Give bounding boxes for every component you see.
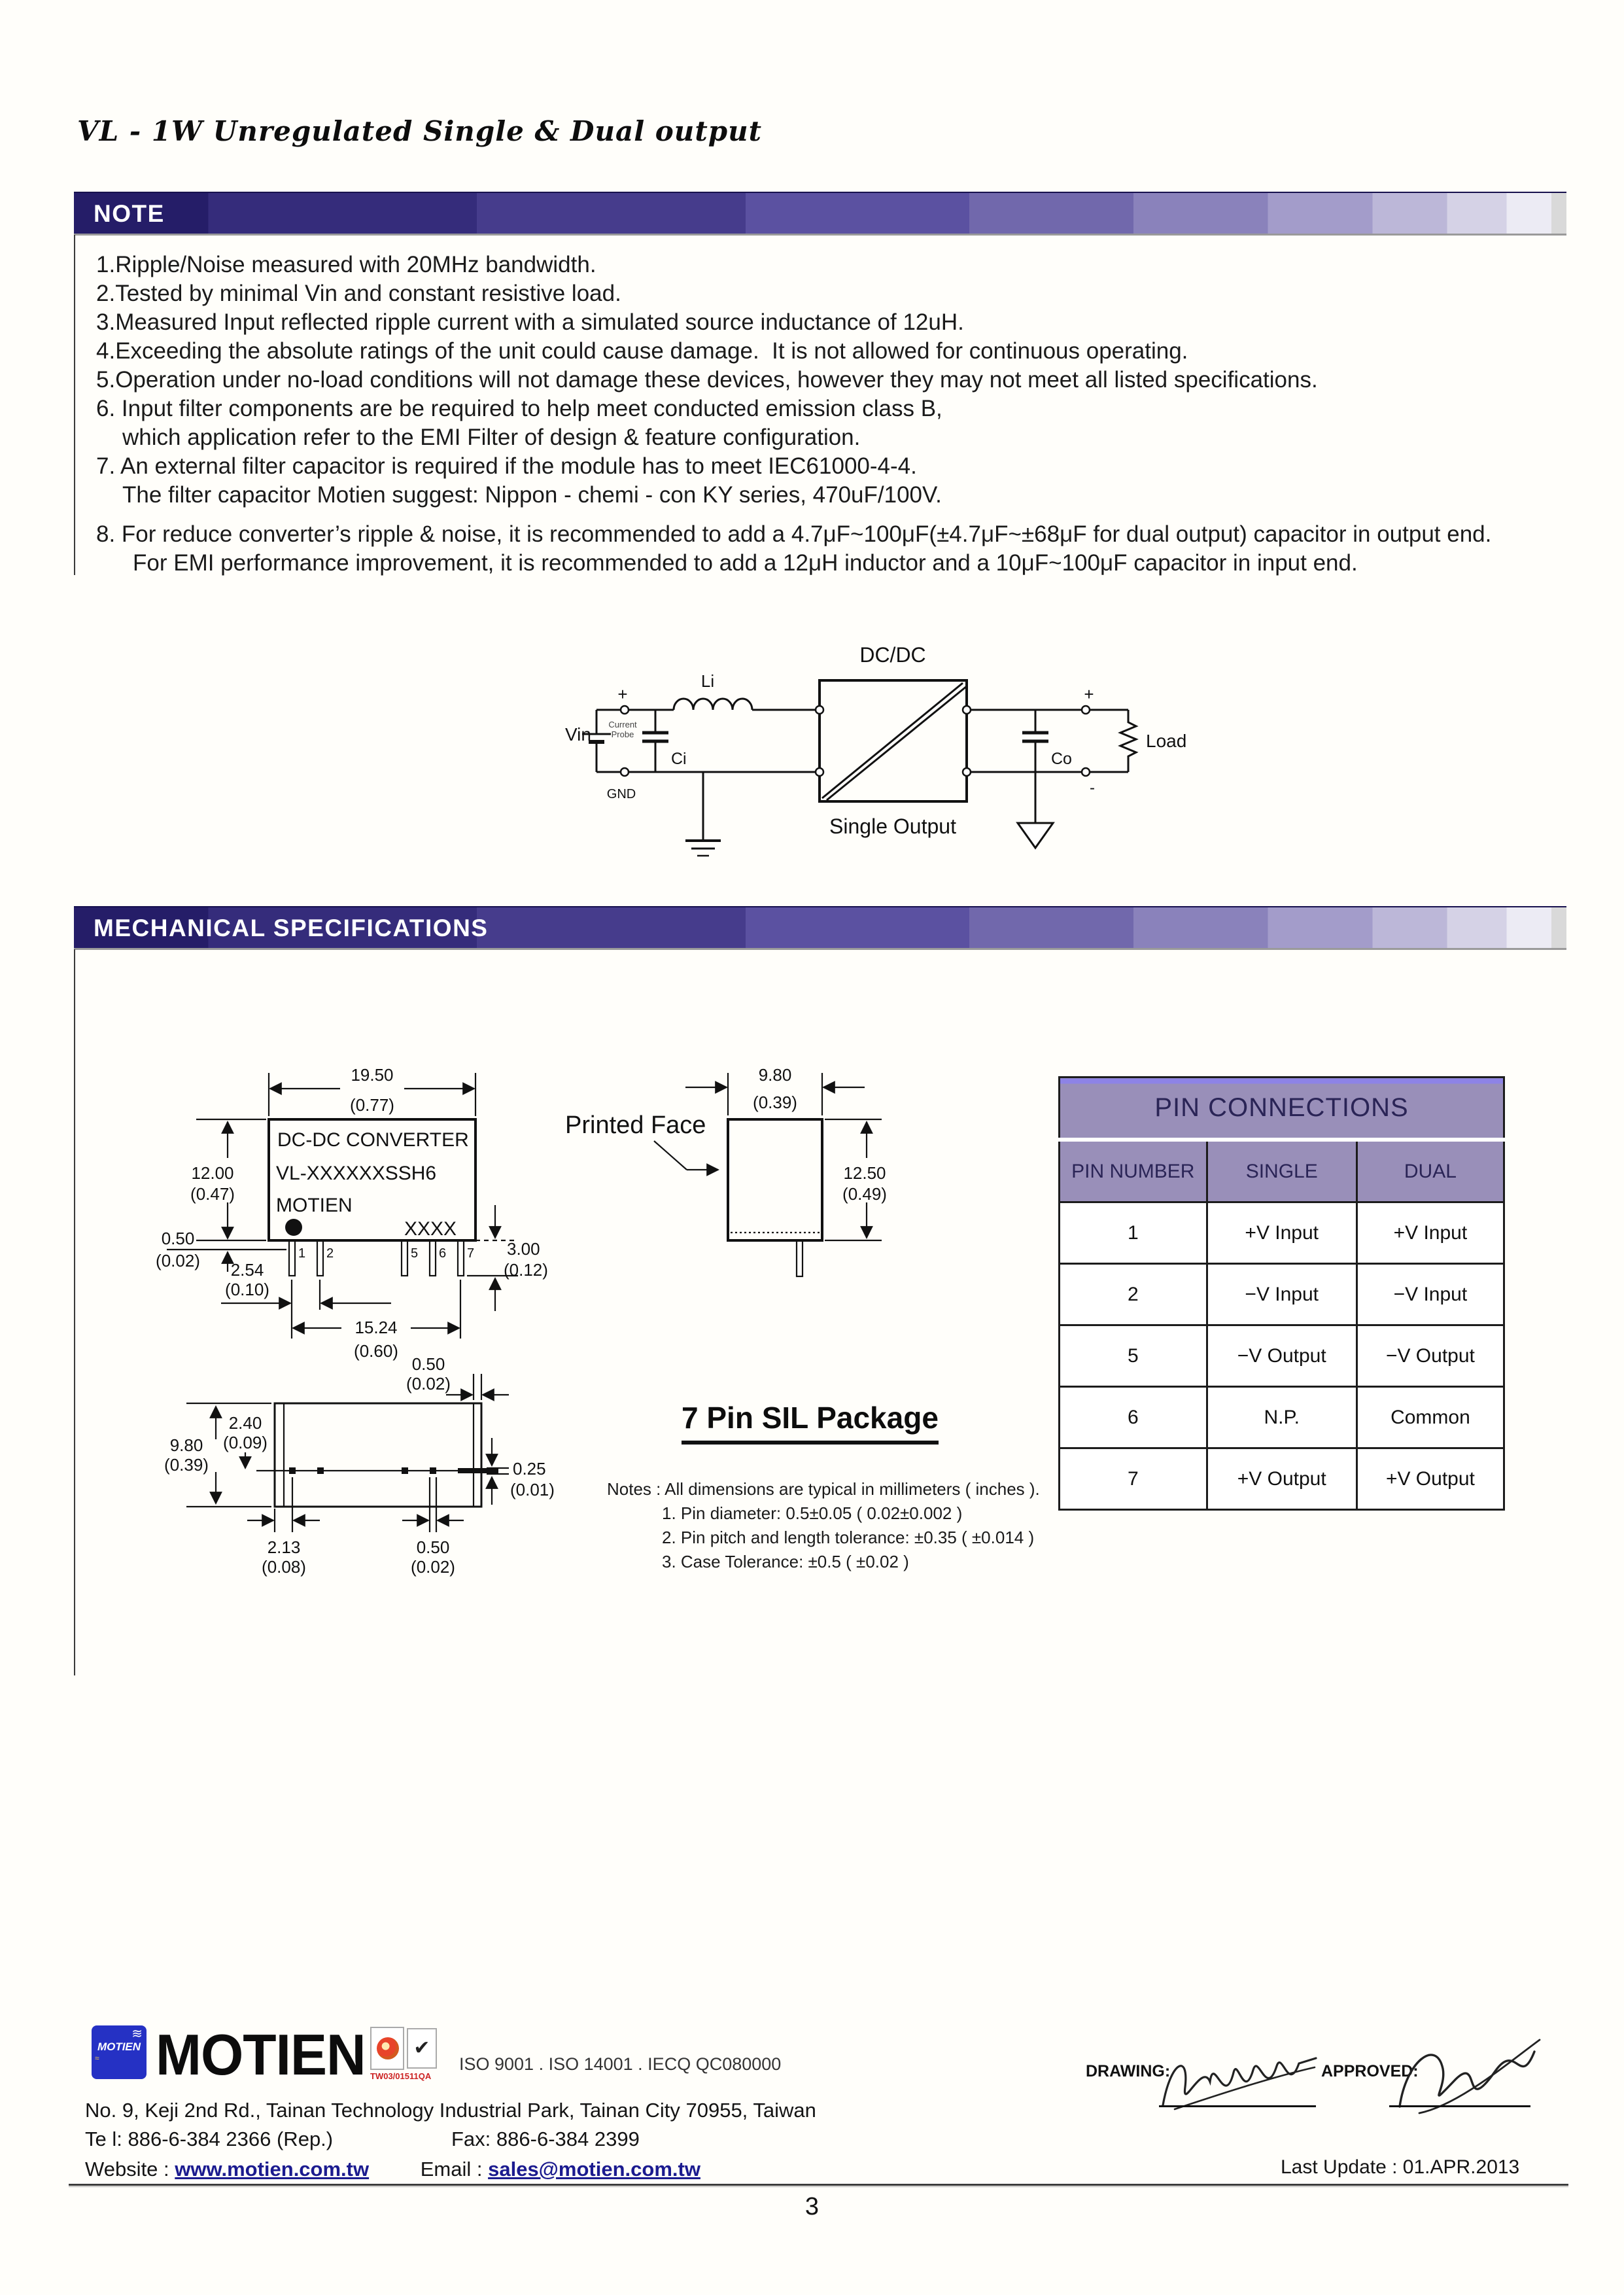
note-list: [74, 235, 1565, 575]
page-title: VL - 1W Unregulated Single & Dual output: [77, 115, 763, 147]
telephone-number: Te l: 886-6-384 2366 (Rep.): [85, 2128, 334, 2150]
note-item-continuation: The filter capacitor Motien suggest: Nippon - chemi - con KY series, 470uF/100V.: [122, 482, 942, 508]
dim-pin-width: [402, 1477, 464, 1577]
note-item: 6. Input filter components are be required to help meet conducted emission class B,: [96, 396, 942, 421]
table-row: 5 −V Output −V Output: [1060, 1325, 1504, 1387]
approved-signature: [1380, 2028, 1550, 2116]
printed-face-label: Printed Face: [565, 1112, 706, 1139]
application-circuit-diagram: [556, 628, 1210, 877]
pin-table-col-pin-number: PIN NUMBER: [1060, 1140, 1207, 1202]
note-item: 8. For reduce converter’s ripple & noise, it is recommended to add a 4.7μF~100μF(±4.7μF~±68μF for dual output) capacitor in output end.: [96, 521, 1492, 547]
package-title: 7 Pin SIL Package: [682, 1400, 939, 1445]
approved-label: APPROVED:: [1321, 2062, 1419, 2080]
note-item: 7. An external filter capacitor is required if the module has to meet IEC61000-4-4.: [96, 453, 917, 479]
dim-pitch: [221, 1260, 391, 1310]
note-section-header: [74, 192, 1566, 234]
svg-text:(0.39): (0.39): [753, 1093, 797, 1112]
svg-text:3.00: 3.00: [507, 1239, 540, 1259]
bottom-view-drawing: [164, 1354, 555, 1577]
svg-text:12.50: 12.50: [843, 1163, 886, 1183]
drawing-label: DRAWING:: [1086, 2062, 1171, 2080]
table-row: 2 −V Input −V Input: [1060, 1264, 1504, 1325]
svg-text:(0.09): (0.09): [223, 1433, 268, 1452]
pin-number-label: 6: [439, 1246, 447, 1261]
case-marking-line1: DC-DC CONVERTER: [277, 1129, 469, 1151]
certification-badges: [370, 2027, 438, 2070]
case-marking-line2: VL-XXXXXXSSH6: [276, 1163, 437, 1184]
load-label: Load: [1146, 731, 1187, 751]
package-notes-header: Notes : All dimensions are typical in millimeters ( inches ).: [607, 1479, 1040, 1499]
last-update-text: Last Update : 01.APR.2013: [1281, 2156, 1520, 2178]
web-contact-line: [85, 2158, 700, 2181]
case-marking-lot: XXXX: [404, 1218, 457, 1240]
current-probe-label-1: Current: [608, 720, 637, 729]
pin-table-col-dual: DUAL: [1356, 1140, 1504, 1202]
iso-certifications-text: ISO 9001 . ISO 14001 . IECQ QC080000: [459, 2054, 782, 2074]
svg-text:2.40: 2.40: [228, 1413, 262, 1433]
svg-text:(0.12): (0.12): [504, 1260, 548, 1280]
pin-table-col-single: SINGLE: [1207, 1140, 1356, 1202]
svg-text:2.54: 2.54: [230, 1260, 264, 1280]
svg-text:(0.47): (0.47): [190, 1184, 235, 1204]
svg-text:(0.02): (0.02): [411, 1557, 455, 1577]
svg-text:0.50: 0.50: [161, 1229, 195, 1248]
dim-span: [292, 1280, 460, 1361]
drawing-signature-line: [1159, 2105, 1316, 2107]
motien-logo: [92, 2025, 147, 2079]
package-note: 3. Case Tolerance: ±0.5 ( ±0.02 ): [662, 1552, 909, 1571]
table-row: 7 +V Output +V Output: [1060, 1448, 1504, 1510]
ground-triangle-symbol: [1018, 823, 1053, 848]
brand-wordmark: MOTIEN: [156, 2022, 366, 2087]
fax-number: Fax: 886-6-384 2399: [451, 2128, 640, 2150]
svg-text:(0.02): (0.02): [156, 1251, 200, 1270]
svg-text:(0.10): (0.10): [225, 1280, 269, 1299]
package-notes: [607, 1477, 1040, 1574]
minus-output-label: -: [1090, 779, 1095, 797]
dim-case-edge: [406, 1354, 509, 1400]
note-item: 2.Tested by minimal Vin and constant resistive load.: [96, 281, 621, 306]
note-item-continuation: which application refer to the EMI Filter of design & feature configuration.: [122, 425, 861, 450]
footer-divider: [69, 2184, 1568, 2187]
current-probe-label-2: Probe: [611, 729, 634, 739]
note-item: 3.Measured Input reflected ripple current with a simulated source inductance of 12uH.: [96, 309, 964, 335]
ci-label: Ci: [671, 750, 687, 768]
dim-depth: [685, 1065, 865, 1115]
dim-total-height: [825, 1119, 887, 1240]
svg-text:(0.77): (0.77): [350, 1095, 394, 1115]
website-link[interactable]: www.motien.com.tw: [175, 2158, 370, 2181]
svg-text:19.50: 19.50: [351, 1065, 394, 1085]
dim-pin-length: [467, 1205, 548, 1311]
plus-output-label: +: [1084, 684, 1094, 704]
svg-text:(0.39): (0.39): [164, 1455, 209, 1475]
pin1-dot-marker: [285, 1219, 302, 1236]
svg-text:(0.01): (0.01): [510, 1480, 555, 1499]
load-resistor-symbol: [1120, 710, 1136, 772]
note-section-header-label: NOTE: [94, 200, 165, 227]
vin-label: Vin: [565, 724, 591, 745]
pin-table-title: PIN CONNECTIONS: [1060, 1077, 1504, 1140]
mech-section-header-label: MECHANICAL SPECIFICATIONS: [94, 915, 489, 941]
mech-section-header: [74, 906, 1566, 948]
circuit-title: DC/DC: [859, 643, 926, 667]
svg-text:9.80: 9.80: [758, 1065, 792, 1085]
logo-waves-icon: ≋: [131, 2027, 143, 2041]
email-label: Email :: [420, 2158, 483, 2181]
pin-table-header-row: [1060, 1140, 1504, 1202]
case-marking-line3: MOTIEN: [276, 1195, 353, 1216]
svg-text:(0.02): (0.02): [406, 1374, 451, 1393]
dim-pin-row-offset: [223, 1413, 268, 1468]
dim-standoff: [156, 1229, 286, 1272]
badge-seal-icon: [377, 2037, 399, 2059]
note-item: 1.Ripple/Noise measured with 20MHz bandwidth.: [96, 252, 596, 277]
logo-wave-icon: ≈: [95, 2054, 99, 2063]
approved-signature-line: [1389, 2105, 1530, 2107]
package-note: 1. Pin diameter: 0.5±0.05 ( 0.02±0.002 ): [662, 1503, 963, 1523]
plus-input-label: +: [617, 684, 628, 704]
circuit-caption: Single Output: [829, 815, 956, 838]
iso-badge-icon: [370, 2027, 404, 2070]
side-view-drawing: [565, 1065, 887, 1276]
note-item-continuation: For EMI performance improvement, it is recommended to add a 12μH inductor and a 10μF~100μF capacitor in input end.: [133, 550, 1358, 576]
dim-width: [269, 1065, 475, 1116]
contact-line: [85, 2128, 935, 2151]
email-link[interactable]: sales@motien.com.tw: [488, 2158, 700, 2181]
pin-number-label: 2: [326, 1246, 334, 1261]
svg-text:2.13: 2.13: [267, 1537, 301, 1557]
note-item: 4.Exceeding the absolute ratings of the unit could cause damage. It is not allowed for continuous operating.: [96, 338, 1188, 364]
pin-connections-table: [1058, 1076, 1505, 1511]
inductor-li-symbol: [674, 699, 752, 710]
svg-text:0.50: 0.50: [416, 1537, 450, 1557]
gnd-label: GND: [606, 787, 636, 801]
svg-text:(0.60): (0.60): [354, 1341, 398, 1361]
company-address: No. 9, Keji 2nd Rd., Tainan Technology Industrial Park, Tainan City 70955, Taiwan: [85, 2099, 816, 2122]
pin-number-label: 1: [298, 1246, 306, 1261]
certificate-code: TW03/01511QA: [370, 2071, 432, 2081]
pin-number-label: 5: [411, 1246, 419, 1261]
svg-text:9.80: 9.80: [169, 1435, 203, 1455]
drawing-signature: [1151, 2041, 1334, 2113]
check-badge-icon: ✔: [407, 2028, 437, 2069]
svg-text:0.50: 0.50: [411, 1354, 445, 1374]
svg-text:15.24: 15.24: [354, 1318, 398, 1337]
li-label: Li: [700, 671, 715, 691]
table-row: 1 +V Input +V Input: [1060, 1202, 1504, 1264]
package-note: 2. Pin pitch and length tolerance: ±0.35 ( ±0.014 ): [662, 1528, 1035, 1547]
table-row: 6 N.P. Common: [1060, 1387, 1504, 1448]
svg-text:(0.49): (0.49): [842, 1184, 887, 1204]
svg-text:(0.08): (0.08): [262, 1557, 306, 1577]
co-label: Co: [1051, 750, 1072, 768]
front-view-drawing: [156, 1065, 548, 1361]
logo-wordmark-small: MOTIEN: [97, 2041, 141, 2053]
note-item: 5.Operation under no-load conditions will not damage these devices, however they may not meet all listed specifications.: [96, 367, 1318, 393]
page-number: 3: [804, 2193, 820, 2220]
svg-text:12.00: 12.00: [191, 1163, 234, 1183]
svg-text:0.25: 0.25: [513, 1459, 546, 1479]
pin-number-label: 7: [467, 1246, 475, 1261]
website-label: Website :: [85, 2158, 169, 2181]
front-view-pins: [289, 1240, 474, 1276]
dim-height: [190, 1119, 266, 1240]
